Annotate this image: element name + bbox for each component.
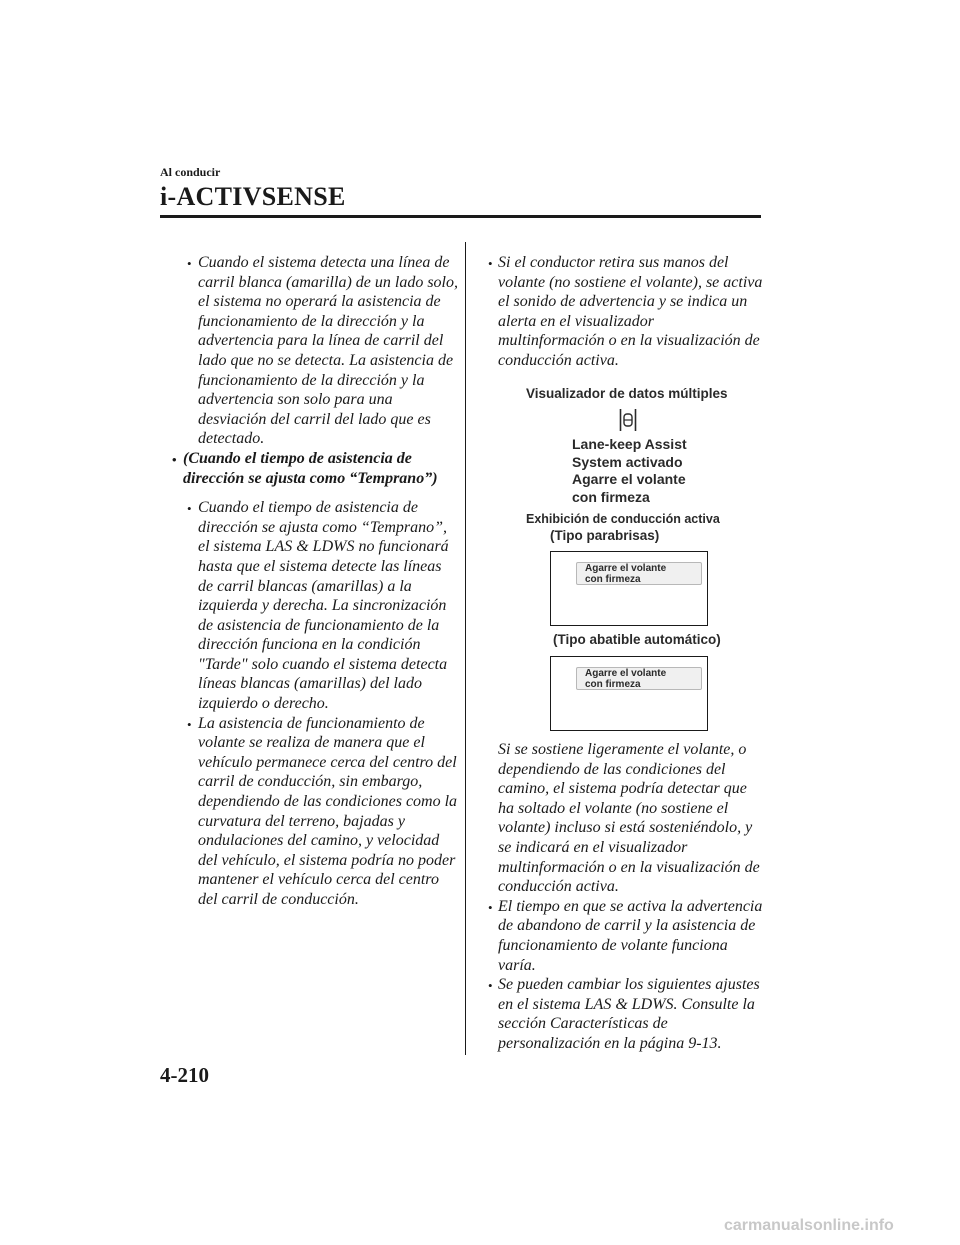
list-item (484, 253, 764, 371)
bullet-icon: • (488, 256, 493, 271)
multi-display-message (572, 436, 687, 506)
page-title: i-ACTIVSENSE (160, 182, 346, 211)
bullet-icon: • (187, 256, 192, 271)
active-display-caption: Exhibición de conducción activa (526, 512, 720, 526)
bullet-icon: • (488, 978, 493, 994)
list-item (484, 975, 764, 1053)
message-line: con firmeza (585, 678, 641, 690)
list-item (175, 714, 460, 910)
page-number: 4-210 (160, 1063, 209, 1087)
list-item (175, 498, 460, 714)
message-line: Lane-keep Assist (572, 436, 687, 452)
column-divider (465, 242, 466, 1055)
multi-display-caption: Visualizador de datos múltiples (526, 386, 728, 401)
retractable-type-caption: (Tipo abatible automático) (553, 632, 721, 647)
message-line: System activado (572, 453, 683, 470)
message-line: Agarre el volante (572, 471, 686, 487)
watermark: carmanualsonline.info (724, 1217, 894, 1234)
list-item-text: El tiempo en que se activa la advertencia de abandono de carril y la asistencia de funcionamiento de volante funciona varía. (498, 897, 763, 974)
retractable-display-frame (550, 656, 708, 731)
list-item (175, 253, 460, 449)
message-line: Agarre el volante (585, 563, 667, 574)
display-alert-message (576, 667, 702, 690)
message-line: con firmeza (585, 573, 641, 585)
left-column (172, 253, 460, 910)
list-item-text: Si el conductor retira sus manos del volante (no sostiene el volante), se activa el sonido de advertencia y se indica un alerta en el visualizador multinformación o en la visualización de conducción activa. (498, 254, 763, 369)
windshield-display-frame (550, 551, 708, 626)
condition-heading-text: (Cuando el tiempo de asistencia de dirección se ajusta como “Temprano”) (183, 449, 438, 487)
bullet-icon: • (187, 716, 192, 732)
list-item-text: Se pueden cambiar los siguientes ajustes en el sistema LAS & LDWS. Consulte la sección Características de personalización en la página 9-13. (498, 976, 760, 1052)
paragraph: Si se sostiene ligeramente el volante, o dependiendo de las condiciones del camino, el sistema podría detectar que ha soltado el volante (no sostiene el volante) incluso si está sosteniéndolo, y se indicará en el visualizador multinformación o en la visualización de conducción activa. (498, 741, 760, 896)
message-line: con firmeza (572, 488, 650, 505)
bullet-icon: • (187, 501, 192, 517)
list-item-text: Cuando el tiempo de asistencia de dirección se ajusta como “Temprano”, el sistema LAS & LDWS no funcionará hasta que el sistema detecte las líneas de carril blancas (amarillas) a la izquierda y derecha. La sincronización de asistencia de funcionamiento de la dirección funciona en la condición "Tarde" solo cuando el sistema detecta líneas blancas (amarillas) del lado izquierdo o derecho. (198, 499, 449, 713)
list-item-text: La asistencia de funcionamiento de volante se realiza de manera que el vehículo permanece cerca del centro del carril de conducción, sin embargo, dependiendo de las condiciones como la curvatura del terreno, bajadas y ondulaciones del camino, y velocidad del vehículo, el sistema podría no poder mantener el vehículo cerca del centro del carril de conducción. (198, 714, 458, 908)
lane-keep-assist-icon (619, 408, 637, 432)
condition-heading (172, 449, 460, 488)
list-item (484, 897, 764, 975)
right-column (484, 253, 764, 371)
right-column-after-figure (484, 740, 764, 1054)
display-alert-message (576, 562, 702, 585)
section-label: Al conducir (160, 165, 221, 179)
bullet-icon: • (172, 451, 177, 467)
message-line: Agarre el volante (585, 668, 667, 679)
header-divider (160, 215, 761, 218)
bullet-icon: • (488, 899, 493, 915)
list-item-text: Cuando el sistema detecta una línea de carril blanca (amarilla) de un lado solo, el sistema no operará la asistencia de funcionamiento de la dirección y la advertencia para la línea de carril del lado que no se detecta. La asistencia de funcionamiento de la dirección y la advertencia son solo para una desviación del carril del lado que es detectado. (198, 254, 458, 448)
windshield-type-caption: (Tipo parabrisas) (550, 528, 660, 543)
